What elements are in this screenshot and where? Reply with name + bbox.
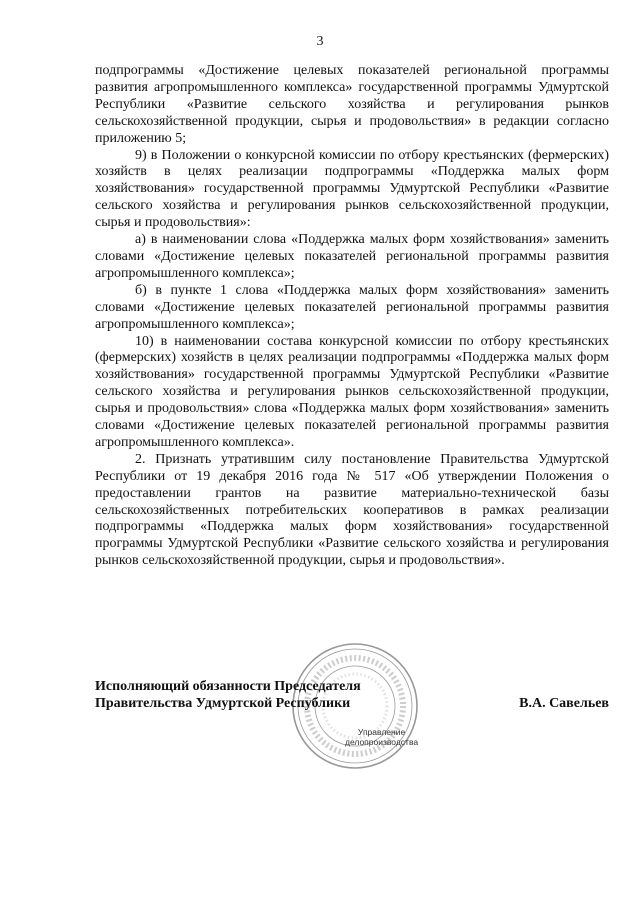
paragraph-subitem-b: б) в пункте 1 слова «Поддержка малых форм хозяйствования» заменить словами «Достижение целевых показателей региональной программы развития агропромышленного комплекса»; xyxy=(95,282,609,332)
paragraph-subitem-a: а) в наименовании слова «Поддержка малых форм хозяйствования» заменить словами «Достижение целевых показателей региональной программы развития агропромышленного комплекса»; xyxy=(95,232,609,281)
document-body xyxy=(95,63,609,570)
signatory-position-line1: Исполняющий обязанности Председателя xyxy=(95,679,361,694)
paragraph-continuation: подпрограммы «Достижение целевых показателей региональной программы развития агропромышленного комплекса» государственной программы Удмуртской Республики «Развитие сельского хозяйства и регулирования рынков сельскохозяйственной продукции, сырья и продовольствия» в редакции согласно приложению 5; xyxy=(95,63,609,146)
stamp-text xyxy=(345,727,418,747)
signatory-name: В.А. Савельев xyxy=(519,696,609,711)
stamp-text-line2: делопроизводства xyxy=(345,737,419,747)
page-number: 3 xyxy=(316,34,324,49)
paragraph-item-9: 9) в Положении о конкурсной комиссии по отбору крестьянских (фермерских) хозяйств в целях реализации подпрограммы «Поддержка малых форм хозяйствования» государственной программы Удмуртской Республики «Развитие сельского хозяйства и регулирования рынков сельскохозяйственной продукции, сырья и продовольствия»: xyxy=(95,147,609,231)
signatory-position xyxy=(95,678,361,712)
stamp-text-line1: Управление xyxy=(357,727,406,737)
paragraph-point-2: 2. Признать утратившим силу постановление Правительства Удмуртской Республики от 19 декабря 2016 года № 517 «Об утверждении Положения о предоставлении грантов на развитие материально-технической базы сельскохозяйственных потребительских кооперативов в рамках реализации подпрограммы «Поддержка малых форм хозяйствования» государственной программы Удмуртской Республики «Развитие сельского хозяйства и регулирования рынков сельскохозяйственной продукции, сырья и продовольствия». xyxy=(95,451,609,569)
signatory-position-line2: Правительства Удмуртской Республики xyxy=(95,696,351,711)
paragraph-item-10: 10) в наименовании состава конкурсной комиссии по отбору крестьянских (фермерских) хозяйств в целях реализации подпрограммы «Поддержка малых форм хозяйствования» государственной программы Удмуртской Республики «Развитие сельского хозяйства и регулирования рынков сельскохозяйственной продукции, сырья и продовольствия» слова «Поддержка малых форм хозяйствования» заменить словами «Достижение целевых показателей региональной программы развития агропромышленного комплекса». xyxy=(95,333,609,450)
